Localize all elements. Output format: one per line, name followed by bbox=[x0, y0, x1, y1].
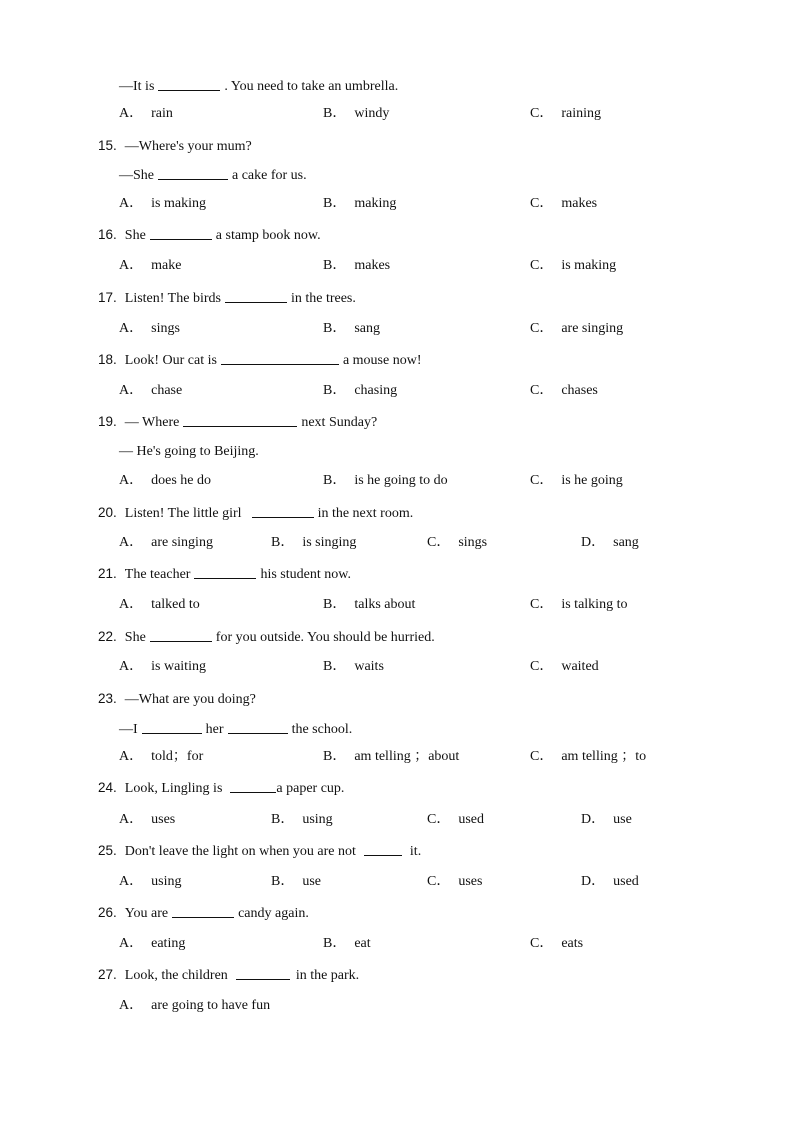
question-number: 27. bbox=[98, 967, 117, 982]
question-number: 21. bbox=[98, 566, 117, 581]
question-number: 16. bbox=[98, 227, 117, 242]
q23-option-c[interactable]: C． am telling ；to bbox=[530, 749, 647, 764]
q21-option-c[interactable]: C． is talking to bbox=[530, 597, 628, 612]
q15-stem-2: —She a cake for us. bbox=[119, 165, 307, 185]
q14-option-b[interactable]: B． windy bbox=[323, 106, 390, 121]
answer-blank[interactable] bbox=[236, 965, 290, 980]
question-number: 18. bbox=[98, 352, 117, 367]
q17-option-a[interactable]: A． sings bbox=[119, 321, 180, 336]
question-number: 15. bbox=[98, 138, 117, 153]
q24-option-b[interactable]: B． using bbox=[271, 812, 333, 827]
q19-option-a[interactable]: A． does he do bbox=[119, 473, 212, 488]
q24-option-a[interactable]: A． uses bbox=[119, 812, 176, 827]
q26-option-a[interactable]: A． eating bbox=[119, 936, 186, 951]
q20-option-d[interactable]: D． sang bbox=[581, 535, 639, 550]
answer-blank[interactable] bbox=[252, 503, 314, 518]
question-number: 23. bbox=[98, 691, 117, 706]
q15-option-b[interactable]: B． making bbox=[323, 196, 397, 211]
q17-option-c[interactable]: C． are singing bbox=[530, 321, 624, 336]
q19-option-c[interactable]: C． is he going bbox=[530, 473, 623, 488]
q25-option-c[interactable]: C． uses bbox=[427, 874, 483, 889]
answer-blank[interactable] bbox=[142, 719, 202, 734]
q20-option-a[interactable]: A． are singing bbox=[119, 535, 213, 550]
q25-option-d[interactable]: D． used bbox=[581, 874, 639, 889]
q25-option-b[interactable]: B． use bbox=[271, 874, 322, 889]
q15-stem: 15. —Where's your mum? bbox=[98, 138, 252, 154]
answer-blank[interactable] bbox=[158, 165, 228, 180]
q26-option-b[interactable]: B． eat bbox=[323, 936, 371, 951]
answer-blank[interactable] bbox=[150, 225, 212, 240]
q26-stem: 26. You are candy again. bbox=[98, 905, 309, 921]
q22-option-a[interactable]: A． is waiting bbox=[119, 659, 206, 674]
answer-blank[interactable] bbox=[183, 412, 297, 427]
answer-blank[interactable] bbox=[230, 778, 276, 793]
question-number: 22. bbox=[98, 629, 117, 644]
q23-stem-2: —I her the school. bbox=[119, 719, 352, 739]
q14-stem: —It is . You need to take an umbrella. bbox=[119, 76, 398, 96]
question-number: 25. bbox=[98, 843, 117, 858]
answer-blank[interactable] bbox=[158, 76, 220, 91]
q23-option-b[interactable]: B． am telling ；about bbox=[323, 749, 460, 764]
q17-option-b[interactable]: B． sang bbox=[323, 321, 381, 336]
q15-option-c[interactable]: C． makes bbox=[530, 196, 598, 211]
q18-option-a[interactable]: A． chase bbox=[119, 383, 183, 398]
q21-option-b[interactable]: B． talks about bbox=[323, 597, 416, 612]
q24-option-c[interactable]: C． used bbox=[427, 812, 485, 827]
q21-stem: 21. The teacher his student now. bbox=[98, 566, 351, 582]
q22-option-b[interactable]: B． waits bbox=[323, 659, 384, 674]
question-number: 24. bbox=[98, 780, 117, 795]
q20-stem: 20. Listen! The little girl in the next room. bbox=[98, 505, 414, 521]
answer-blank[interactable] bbox=[228, 719, 288, 734]
q21-option-a[interactable]: A． talked to bbox=[119, 597, 200, 612]
answer-blank[interactable] bbox=[364, 841, 402, 856]
answer-blank[interactable] bbox=[172, 903, 234, 918]
q16-stem: 16. She a stamp book now. bbox=[98, 227, 321, 243]
q20-option-c[interactable]: C． sings bbox=[427, 535, 488, 550]
answer-blank[interactable] bbox=[225, 288, 287, 303]
q17-stem: 17. Listen! The birds in the trees. bbox=[98, 290, 356, 306]
q20-option-b[interactable]: B． is singing bbox=[271, 535, 357, 550]
q25-option-a[interactable]: A． using bbox=[119, 874, 182, 889]
q14-option-c[interactable]: C． raining bbox=[530, 106, 601, 121]
q25-stem: 25. Don't leave the light on when you are not it. bbox=[98, 843, 422, 859]
q16-option-a[interactable]: A． make bbox=[119, 258, 182, 273]
q23-option-a[interactable]: A． told；for bbox=[119, 749, 204, 764]
question-number: 26. bbox=[98, 905, 117, 920]
q19-stem-2: — He's going to Beijing. bbox=[119, 444, 259, 459]
q19-option-b[interactable]: B． is he going to do bbox=[323, 473, 448, 488]
q19-stem: 19. — Where next Sunday? bbox=[98, 414, 378, 430]
q14-option-a[interactable]: A． rain bbox=[119, 106, 173, 121]
q18-stem: 18. Look! Our cat is a mouse now! bbox=[98, 352, 422, 368]
q18-option-b[interactable]: B． chasing bbox=[323, 383, 398, 398]
q22-option-c[interactable]: C． waited bbox=[530, 659, 599, 674]
q26-option-c[interactable]: C． eats bbox=[530, 936, 584, 951]
question-number: 17. bbox=[98, 290, 117, 305]
q24-option-d[interactable]: D． use bbox=[581, 812, 632, 827]
q18-option-c[interactable]: C． chases bbox=[530, 383, 598, 398]
answer-blank[interactable] bbox=[221, 350, 339, 365]
question-number: 20. bbox=[98, 505, 117, 520]
answer-blank[interactable] bbox=[150, 627, 212, 642]
answer-blank[interactable] bbox=[194, 564, 256, 579]
q23-stem: 23. —What are you doing? bbox=[98, 691, 256, 707]
q15-option-a[interactable]: A． is making bbox=[119, 196, 206, 211]
q27-option-a[interactable]: A． are going to have fun bbox=[119, 998, 271, 1013]
q27-stem: 27. Look, the children in the park. bbox=[98, 967, 360, 983]
question-number: 19. bbox=[98, 414, 117, 429]
q22-stem: 22. She for you outside. You should be hurried. bbox=[98, 629, 435, 645]
q24-stem: 24. Look, Lingling is a paper cup. bbox=[98, 780, 345, 796]
q16-option-b[interactable]: B． makes bbox=[323, 258, 391, 273]
q16-option-c[interactable]: C． is making bbox=[530, 258, 617, 273]
